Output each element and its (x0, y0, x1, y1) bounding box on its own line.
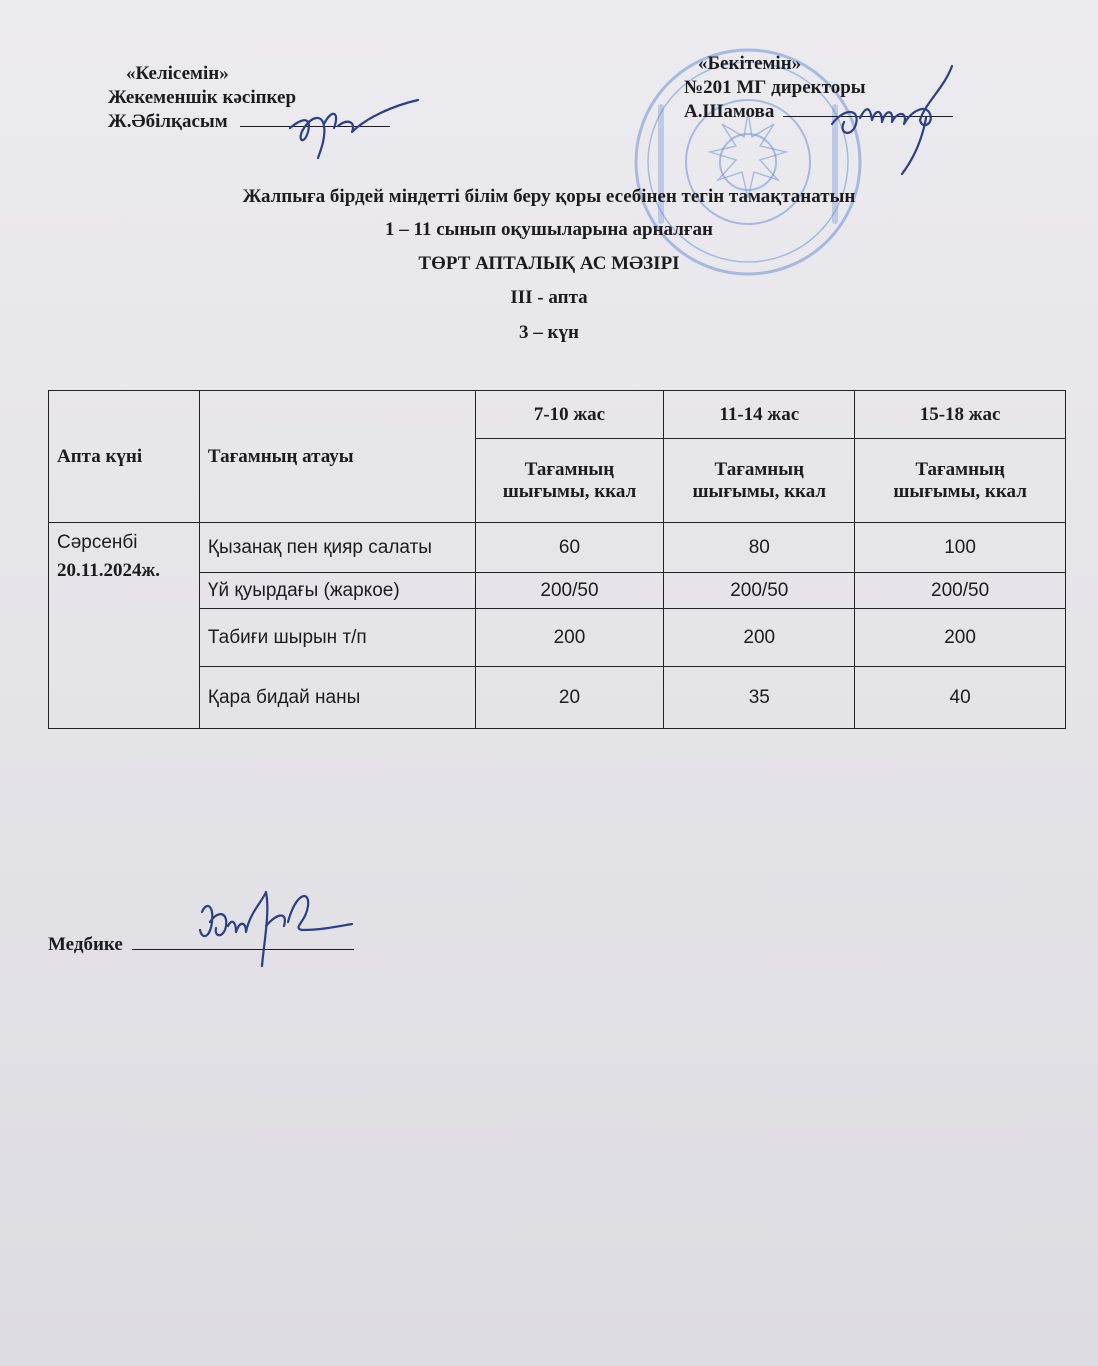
nurse-signature-icon (192, 882, 362, 972)
header-age-2: 11-14 жас (664, 391, 855, 439)
table-row (49, 573, 1066, 609)
header-yield-3: Тағамның шығымы, ккал (855, 439, 1066, 523)
nurse-label: Медбике (48, 934, 123, 955)
header-yield-2: Тағамның шығымы, ккал (664, 439, 855, 523)
value-cell: 35 (664, 667, 855, 729)
dish-name: Қара бидай наны (199, 667, 475, 729)
value-cell: 60 (475, 523, 664, 573)
approved-title: «Бекітемін» (698, 53, 802, 74)
approved-position: №201 МГ директоры (684, 77, 866, 98)
header-age-1: 7-10 жас (475, 391, 664, 439)
value-cell: 200/50 (475, 573, 664, 609)
value-cell: 20 (475, 667, 664, 729)
value-cell: 200 (664, 609, 855, 667)
value-cell: 40 (855, 667, 1066, 729)
value-cell: 100 (855, 523, 1066, 573)
day-cell (49, 523, 200, 729)
day-name: Сәрсенбі (57, 532, 138, 553)
heading-line1: Жалпыға бірдей міндетті білім беру қоры есебінен тегін тамақтанатын (242, 186, 856, 207)
value-cell: 200/50 (664, 573, 855, 609)
heading-line2: 1 – 11 сынып оқушыларына арналған (385, 219, 713, 240)
agreed-position: Жекеменшік кәсіпкер (108, 87, 297, 108)
heading-week: ІІІ - апта (510, 287, 588, 308)
heading-day: 3 – күн (519, 322, 579, 343)
header-dish: Тағамның атауы (199, 391, 475, 523)
dish-name: Үй қуырдағы (жаркое) (199, 573, 475, 609)
day-date: 20.11.2024ж. (57, 560, 160, 581)
value-cell: 200/50 (855, 573, 1066, 609)
table-row (49, 667, 1066, 729)
header-yield-1: Тағамның шығымы, ккал (475, 439, 664, 523)
value-cell: 200 (855, 609, 1066, 667)
agreed-name: Ж.Әбілқасым (108, 111, 228, 132)
value-cell: 80 (664, 523, 855, 573)
approved-name: А.Шамова (684, 101, 775, 122)
menu-table (48, 390, 1066, 729)
agreed-title: «Келісемін» (126, 63, 229, 84)
heading-line3: ТӨРТ АПТАЛЫҚ АС МӘЗІРІ (418, 253, 680, 274)
value-cell: 200 (475, 609, 664, 667)
dish-name: Табиғи шырын т/п (199, 609, 475, 667)
table-row (49, 609, 1066, 667)
header-day: Апта күні (49, 391, 200, 523)
agreed-signature-icon (282, 88, 432, 164)
table-row (49, 523, 1066, 573)
dish-name: Қызанақ пен қияр салаты (199, 523, 475, 573)
approved-signature-icon (826, 58, 976, 178)
header-age-3: 15-18 жас (855, 391, 1066, 439)
